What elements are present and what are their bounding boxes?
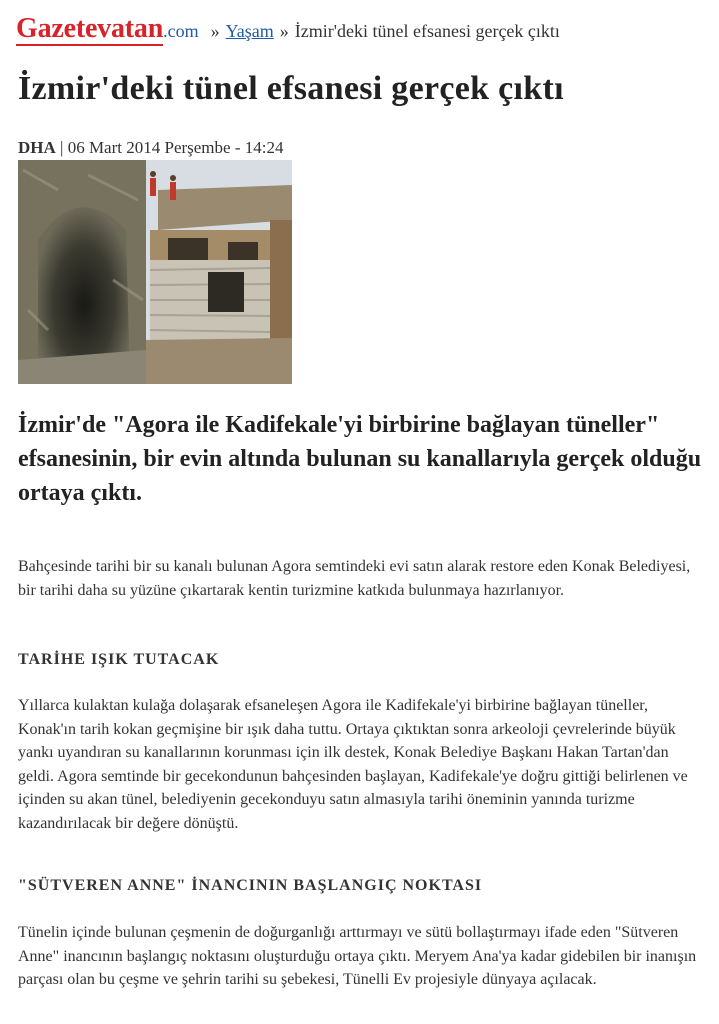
article-title: İzmir'deki tünel efsanesi gerçek çıktı xyxy=(18,70,564,107)
breadcrumb-separator: » xyxy=(279,21,289,41)
breadcrumb-current: İzmir'deki tünel efsanesi gerçek çıktı xyxy=(294,21,560,41)
article-paragraph-1: Bahçesinde tarihi bir su kanalı bulunan Agora semtindeki evi satın alarak restore eden Konak Belediyesi, bir tarihi daha su yüzüne çıkartarak kentin turizmine katkıda bulunmaya hazırlanıyor. xyxy=(18,558,691,599)
article-subheading-2: "SÜTVEREN ANNE" İNANCININ BAŞLANGIÇ NOKTASI xyxy=(18,877,483,894)
article-paragraph-2: Yıllarca kulaktan kulağa dolaşarak efsaneleşen Agora ile Kadifekale'yi birbirine bağlayan tüneller, Konak'ın tarih kokan geçmişine bir ışık daha tuttu. Ortaya çıktıktan sonra arkeoloji çevrelerinde büyük yankı uyandıran su kanallarının korunması için ilk destek, Konak Belediye Başkanı Hakan Tartan'dan geldi. Agora semtinde bir gecekondunun bahçesinden başlayan, Kadifekale'ye doğru gittiği belirlenen ve içinden su akan tünel, belediyenin gecekonduyu satın almasıyla tarihi öneminin yanında turizme kazandırılacak bir değere dönüştü. xyxy=(18,697,688,832)
meta-separator: | xyxy=(55,138,68,157)
breadcrumb-separator: » xyxy=(210,21,220,41)
site-logo[interactable]: Gazetevatan xyxy=(16,13,164,44)
breadcrumb-category-link[interactable]: Yaşam xyxy=(225,21,274,41)
article-paragraph-3: Tünelin içinde bulunan çeşmenin de doğurganlığı arttırmayı ve sütü bollaştırmayı ifade eden "Sütveren Anne" inancının başlangıç noktasını oluşturduğu ortaya çıktı. Meryem Ana'ya kadar gidebilen bir inanışın parçası olan bu çeşme ve şehrin tarihi su şebekesi, Tünelli Ev projesiyle dünyaya açılacak. xyxy=(18,924,697,988)
article-photo xyxy=(18,160,292,384)
article-lead: İzmir'de "Agora ile Kadifekale'yi birbirine bağlayan tüneller" efsanesinin, bir evin altında bulunan su kanallarıyla gerçek olduğu ortaya çıktı. xyxy=(18,412,702,506)
article-subheading-1: TARİHE IŞIK TUTACAK xyxy=(18,651,220,668)
article-meta xyxy=(18,138,283,158)
article-source: DHA xyxy=(18,138,56,157)
site-logo-tld[interactable]: .com xyxy=(163,21,199,41)
article-photo-image xyxy=(18,160,292,384)
article-date: 06 Mart 2014 Perşembe - 14:24 xyxy=(67,138,284,157)
breadcrumb xyxy=(16,14,560,50)
